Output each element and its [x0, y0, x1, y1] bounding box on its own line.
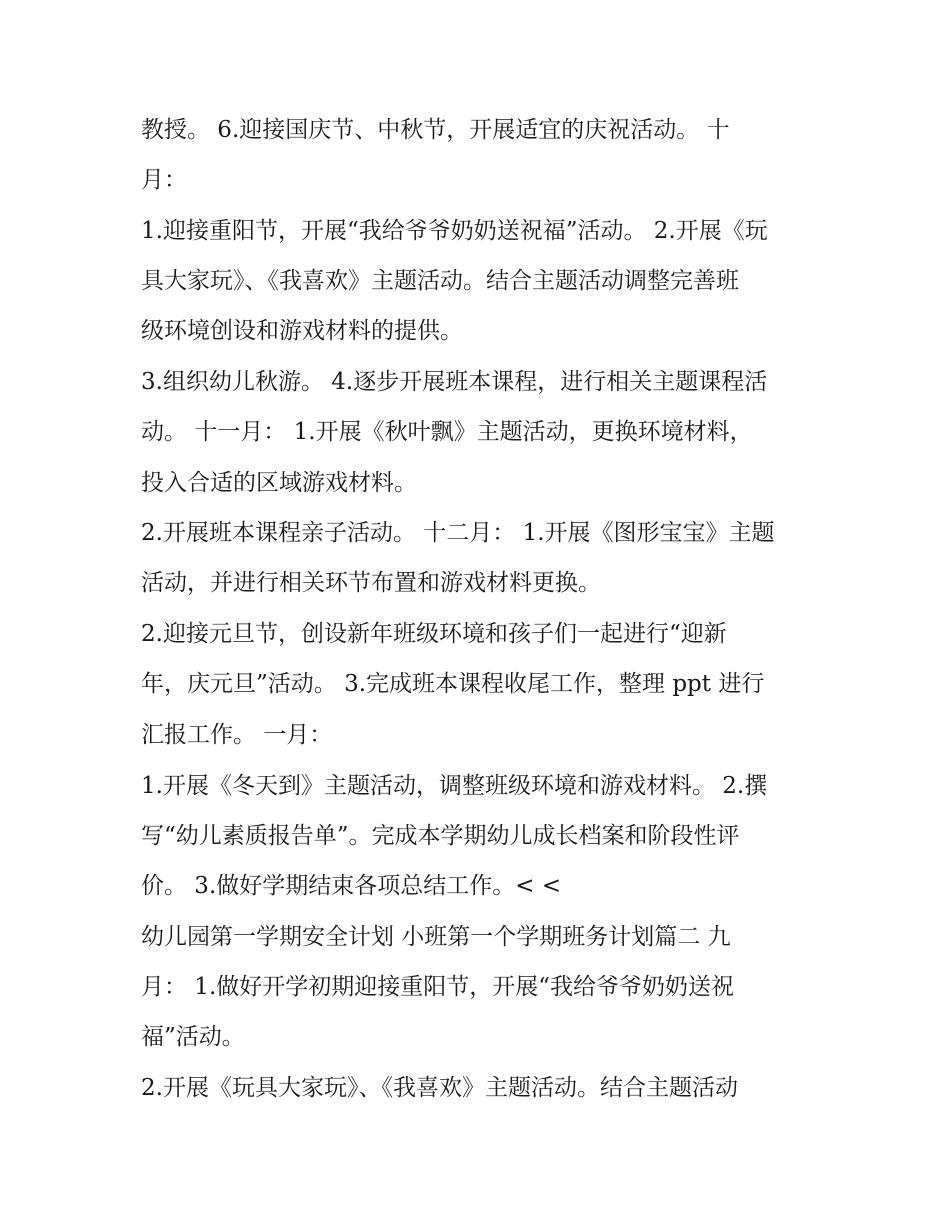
text-line: 2.开展《玩具大家玩》、《我喜欢》主题活动。结合主题活动	[141, 1075, 738, 1101]
text-line: 汇报工作。 一月：	[141, 722, 333, 748]
text-line: 1.迎接重阳节，开展“我给爷爷奶奶送祝福”活动。 2.开展《玩	[141, 218, 768, 244]
text-line: 动。 十一月： 1.开展《秋叶飘》主题活动，更换环境材料，	[141, 419, 753, 445]
text-line: 具大家玩》、《我喜欢》主题活动。结合主题活动调整完善班	[141, 268, 739, 294]
text-line: 3.组织幼儿秋游。 4.逐步开展班本课程，进行相关主题课程活	[141, 369, 768, 395]
text-line: 投入合适的区域游戏材料。	[141, 470, 417, 496]
text-line: 2.开展班本课程亲子活动。 十二月： 1.开展《图形宝宝》主题	[141, 520, 775, 546]
text-line: 教授。 6.迎接国庆节、中秋节，开展适宜的庆祝活动。 十	[141, 117, 730, 143]
text-line: 写“幼儿素质报告单”。完成本学期幼儿成长档案和阶段性评	[141, 823, 740, 849]
text-line: 月： 1.做好开学初期迎接重阳节，开展“我给爷爷奶奶送祝	[141, 974, 735, 1000]
text-line: 年，庆元旦”活动。 3.完成班本课程收尾工作，整理 ppt 进行	[141, 671, 765, 697]
text-line: 价。 3.做好学期结束各项总结工作。< <	[141, 873, 562, 899]
text-line: 月：	[141, 167, 187, 193]
text-line: 福”活动。	[141, 1024, 245, 1050]
text-line: 幼儿园第一学期安全计划 小班第一个学期班务计划篇二 九	[141, 924, 731, 950]
text-line: 1.开展《冬天到》主题活动，调整班级环境和游戏材料。 2.撰	[141, 773, 768, 799]
text-line: 2.迎接元旦节，创设新年班级环境和孩子们一起进行“迎新	[141, 621, 727, 647]
text-line: 活动，并进行相关环节布置和游戏材料更换。	[141, 570, 601, 596]
text-line: 级环境创设和游戏材料的提供。	[141, 318, 463, 344]
